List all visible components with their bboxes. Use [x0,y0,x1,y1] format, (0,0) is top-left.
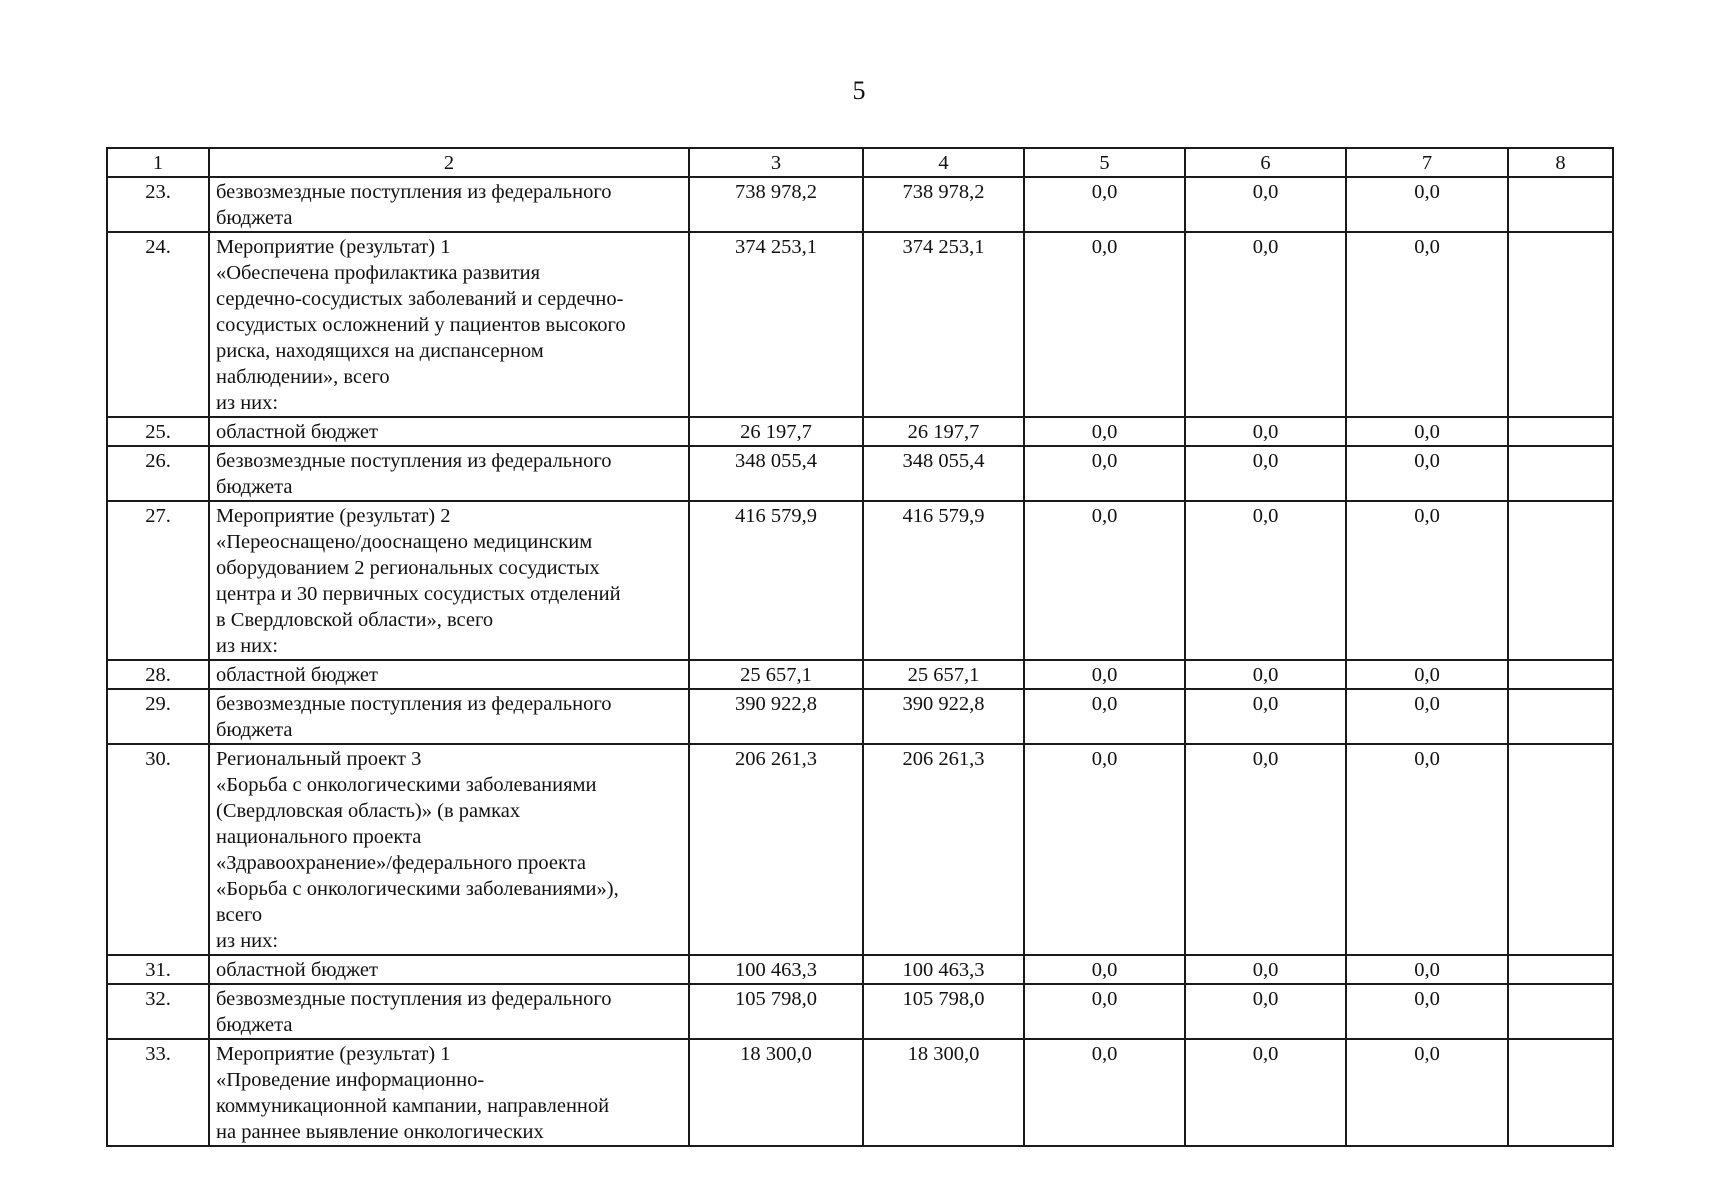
value-cell-col-5: 0,0 [1024,955,1185,984]
header-row [107,148,1613,177]
empty-cell-col-8 [1508,501,1613,660]
row-number: 30. [107,744,209,955]
value-cell-col-7: 0,0 [1346,1039,1508,1146]
row-number: 29. [107,689,209,744]
description-line: областной бюджет [216,959,378,981]
row-number: 25. [107,417,209,446]
row-description [209,177,689,232]
description-line: безвозмездные поступления из федерального [216,181,612,203]
description-line: Мероприятие (результат) 2 [216,505,451,527]
description-line: сосудистых осложнений у пациентов высокого [216,314,626,336]
description-line: бюджета [216,719,293,741]
value-cell-col-3: 416 579,9 [689,501,863,660]
row-description [209,417,689,446]
value-cell-col-5: 0,0 [1024,417,1185,446]
empty-cell-col-8 [1508,660,1613,689]
value-cell-col-6: 0,0 [1185,446,1346,501]
row-description [209,744,689,955]
value-cell-col-6: 0,0 [1185,744,1346,955]
description-line: бюджета [216,476,293,498]
row-number: 24. [107,232,209,417]
value-cell-col-7: 0,0 [1346,955,1508,984]
value-cell-col-5: 0,0 [1024,744,1185,955]
value-cell-col-3: 26 197,7 [689,417,863,446]
column-header: 8 [1508,148,1613,177]
value-cell-col-4: 26 197,7 [863,417,1024,446]
value-cell-col-4: 100 463,3 [863,955,1024,984]
value-cell-col-4: 105 798,0 [863,984,1024,1039]
table-row [107,177,1613,232]
value-cell-col-7: 0,0 [1346,689,1508,744]
page-number: 5 [852,76,866,105]
empty-cell-col-8 [1508,417,1613,446]
table-row [107,955,1613,984]
value-cell-col-7: 0,0 [1346,446,1508,501]
empty-cell-col-8 [1508,446,1613,501]
row-number: 33. [107,1039,209,1146]
description-line: «Борьба с онкологическими заболеваниями [216,774,597,796]
column-header: 3 [689,148,863,177]
description-line: (Свердловская область)» (в рамках [216,800,521,822]
value-cell-col-6: 0,0 [1185,232,1346,417]
value-cell-col-5: 0,0 [1024,984,1185,1039]
value-cell-col-4: 416 579,9 [863,501,1024,660]
description-line: бюджета [216,1014,293,1036]
value-cell-col-3: 206 261,3 [689,744,863,955]
description-line: Региональный проект 3 [216,748,422,770]
empty-cell-col-8 [1508,955,1613,984]
description-line: безвозмездные поступления из федерального [216,988,612,1010]
value-cell-col-4: 390 922,8 [863,689,1024,744]
value-cell-col-6: 0,0 [1185,660,1346,689]
description-line: национального проекта [216,826,422,848]
value-cell-col-5: 0,0 [1024,1039,1185,1146]
value-cell-col-7: 0,0 [1346,984,1508,1039]
description-line: коммуникационной кампании, направленной [216,1095,610,1117]
table-row [107,984,1613,1039]
row-number: 31. [107,955,209,984]
description-line: на раннее выявление онкологических [216,1121,544,1143]
value-cell-col-6: 0,0 [1185,689,1346,744]
empty-cell-col-8 [1508,232,1613,417]
description-line: «Проведение информационно- [216,1069,485,1091]
row-description [209,984,689,1039]
row-description [209,501,689,660]
description-line: «Обеспечена профилактика развития [216,262,541,284]
description-line: Мероприятие (результат) 1 [216,1043,451,1065]
value-cell-col-4: 738 978,2 [863,177,1024,232]
description-line: областной бюджет [216,421,378,443]
column-header: 4 [863,148,1024,177]
row-description [209,232,689,417]
description-line: областной бюджет [216,664,378,686]
value-cell-col-3: 18 300,0 [689,1039,863,1146]
table-row [107,1039,1613,1146]
description-line: центра и 30 первичных сосудистых отделений [216,583,621,605]
table-row [107,689,1613,744]
value-cell-col-3: 348 055,4 [689,446,863,501]
description-line: всего [216,904,263,926]
row-number: 28. [107,660,209,689]
description-line: наблюдении», всего [216,366,390,388]
empty-cell-col-8 [1508,177,1613,232]
description-line: «Здравоохранение»/федерального проекта [216,852,587,874]
row-description [209,660,689,689]
row-number: 23. [107,177,209,232]
column-header: 6 [1185,148,1346,177]
value-cell-col-4: 206 261,3 [863,744,1024,955]
empty-cell-col-8 [1508,1039,1613,1146]
row-description [209,1039,689,1146]
value-cell-col-6: 0,0 [1185,177,1346,232]
description-line: бюджета [216,207,293,229]
row-description [209,446,689,501]
value-cell-col-6: 0,0 [1185,417,1346,446]
value-cell-col-5: 0,0 [1024,177,1185,232]
value-cell-col-6: 0,0 [1185,501,1346,660]
row-number: 32. [107,984,209,1039]
description-line: в Свердловской области», всего [216,609,494,631]
description-line: из них: [216,635,279,657]
row-description [209,955,689,984]
value-cell-col-7: 0,0 [1346,744,1508,955]
description-line: риска, находящихся на диспансерном [216,340,544,362]
value-cell-col-3: 25 657,1 [689,660,863,689]
description-line: из них: [216,392,279,414]
description-line: из них: [216,930,279,952]
table-row [107,501,1613,660]
value-cell-col-3: 738 978,2 [689,177,863,232]
table-row [107,232,1613,417]
value-cell-col-3: 390 922,8 [689,689,863,744]
value-cell-col-4: 18 300,0 [863,1039,1024,1146]
column-header: 5 [1024,148,1185,177]
empty-cell-col-8 [1508,984,1613,1039]
row-number: 26. [107,446,209,501]
value-cell-col-7: 0,0 [1346,501,1508,660]
value-cell-col-6: 0,0 [1185,1039,1346,1146]
column-header: 1 [107,148,209,177]
value-cell-col-7: 0,0 [1346,660,1508,689]
value-cell-col-5: 0,0 [1024,446,1185,501]
value-cell-col-3: 100 463,3 [689,955,863,984]
table-row [107,446,1613,501]
column-header: 2 [209,148,689,177]
description-line: безвозмездные поступления из федерального [216,450,612,472]
description-line: Мероприятие (результат) 1 [216,236,451,258]
description-line: безвозмездные поступления из федерального [216,693,612,715]
empty-cell-col-8 [1508,744,1613,955]
value-cell-col-7: 0,0 [1346,232,1508,417]
column-header: 7 [1346,148,1508,177]
row-number: 27. [107,501,209,660]
row-description [209,689,689,744]
table-row [107,660,1613,689]
value-cell-col-4: 374 253,1 [863,232,1024,417]
table-row [107,417,1613,446]
value-cell-col-4: 348 055,4 [863,446,1024,501]
description-line: «Переоснащено/дооснащено медицинским [216,531,593,553]
value-cell-col-7: 0,0 [1346,417,1508,446]
value-cell-col-6: 0,0 [1185,984,1346,1039]
description-line: сердечно-сосудистых заболеваний и сердечно- [216,288,624,310]
value-cell-col-5: 0,0 [1024,689,1185,744]
value-cell-col-5: 0,0 [1024,660,1185,689]
description-line: оборудованием 2 региональных сосудистых [216,557,600,579]
budget-table [106,147,1614,1147]
value-cell-col-5: 0,0 [1024,501,1185,660]
table-row [107,744,1613,955]
value-cell-col-4: 25 657,1 [863,660,1024,689]
value-cell-col-5: 0,0 [1024,232,1185,417]
value-cell-col-3: 374 253,1 [689,232,863,417]
value-cell-col-7: 0,0 [1346,177,1508,232]
value-cell-col-6: 0,0 [1185,955,1346,984]
description-line: «Борьба с онкологическими заболеваниями»), [216,878,619,900]
empty-cell-col-8 [1508,689,1613,744]
value-cell-col-3: 105 798,0 [689,984,863,1039]
